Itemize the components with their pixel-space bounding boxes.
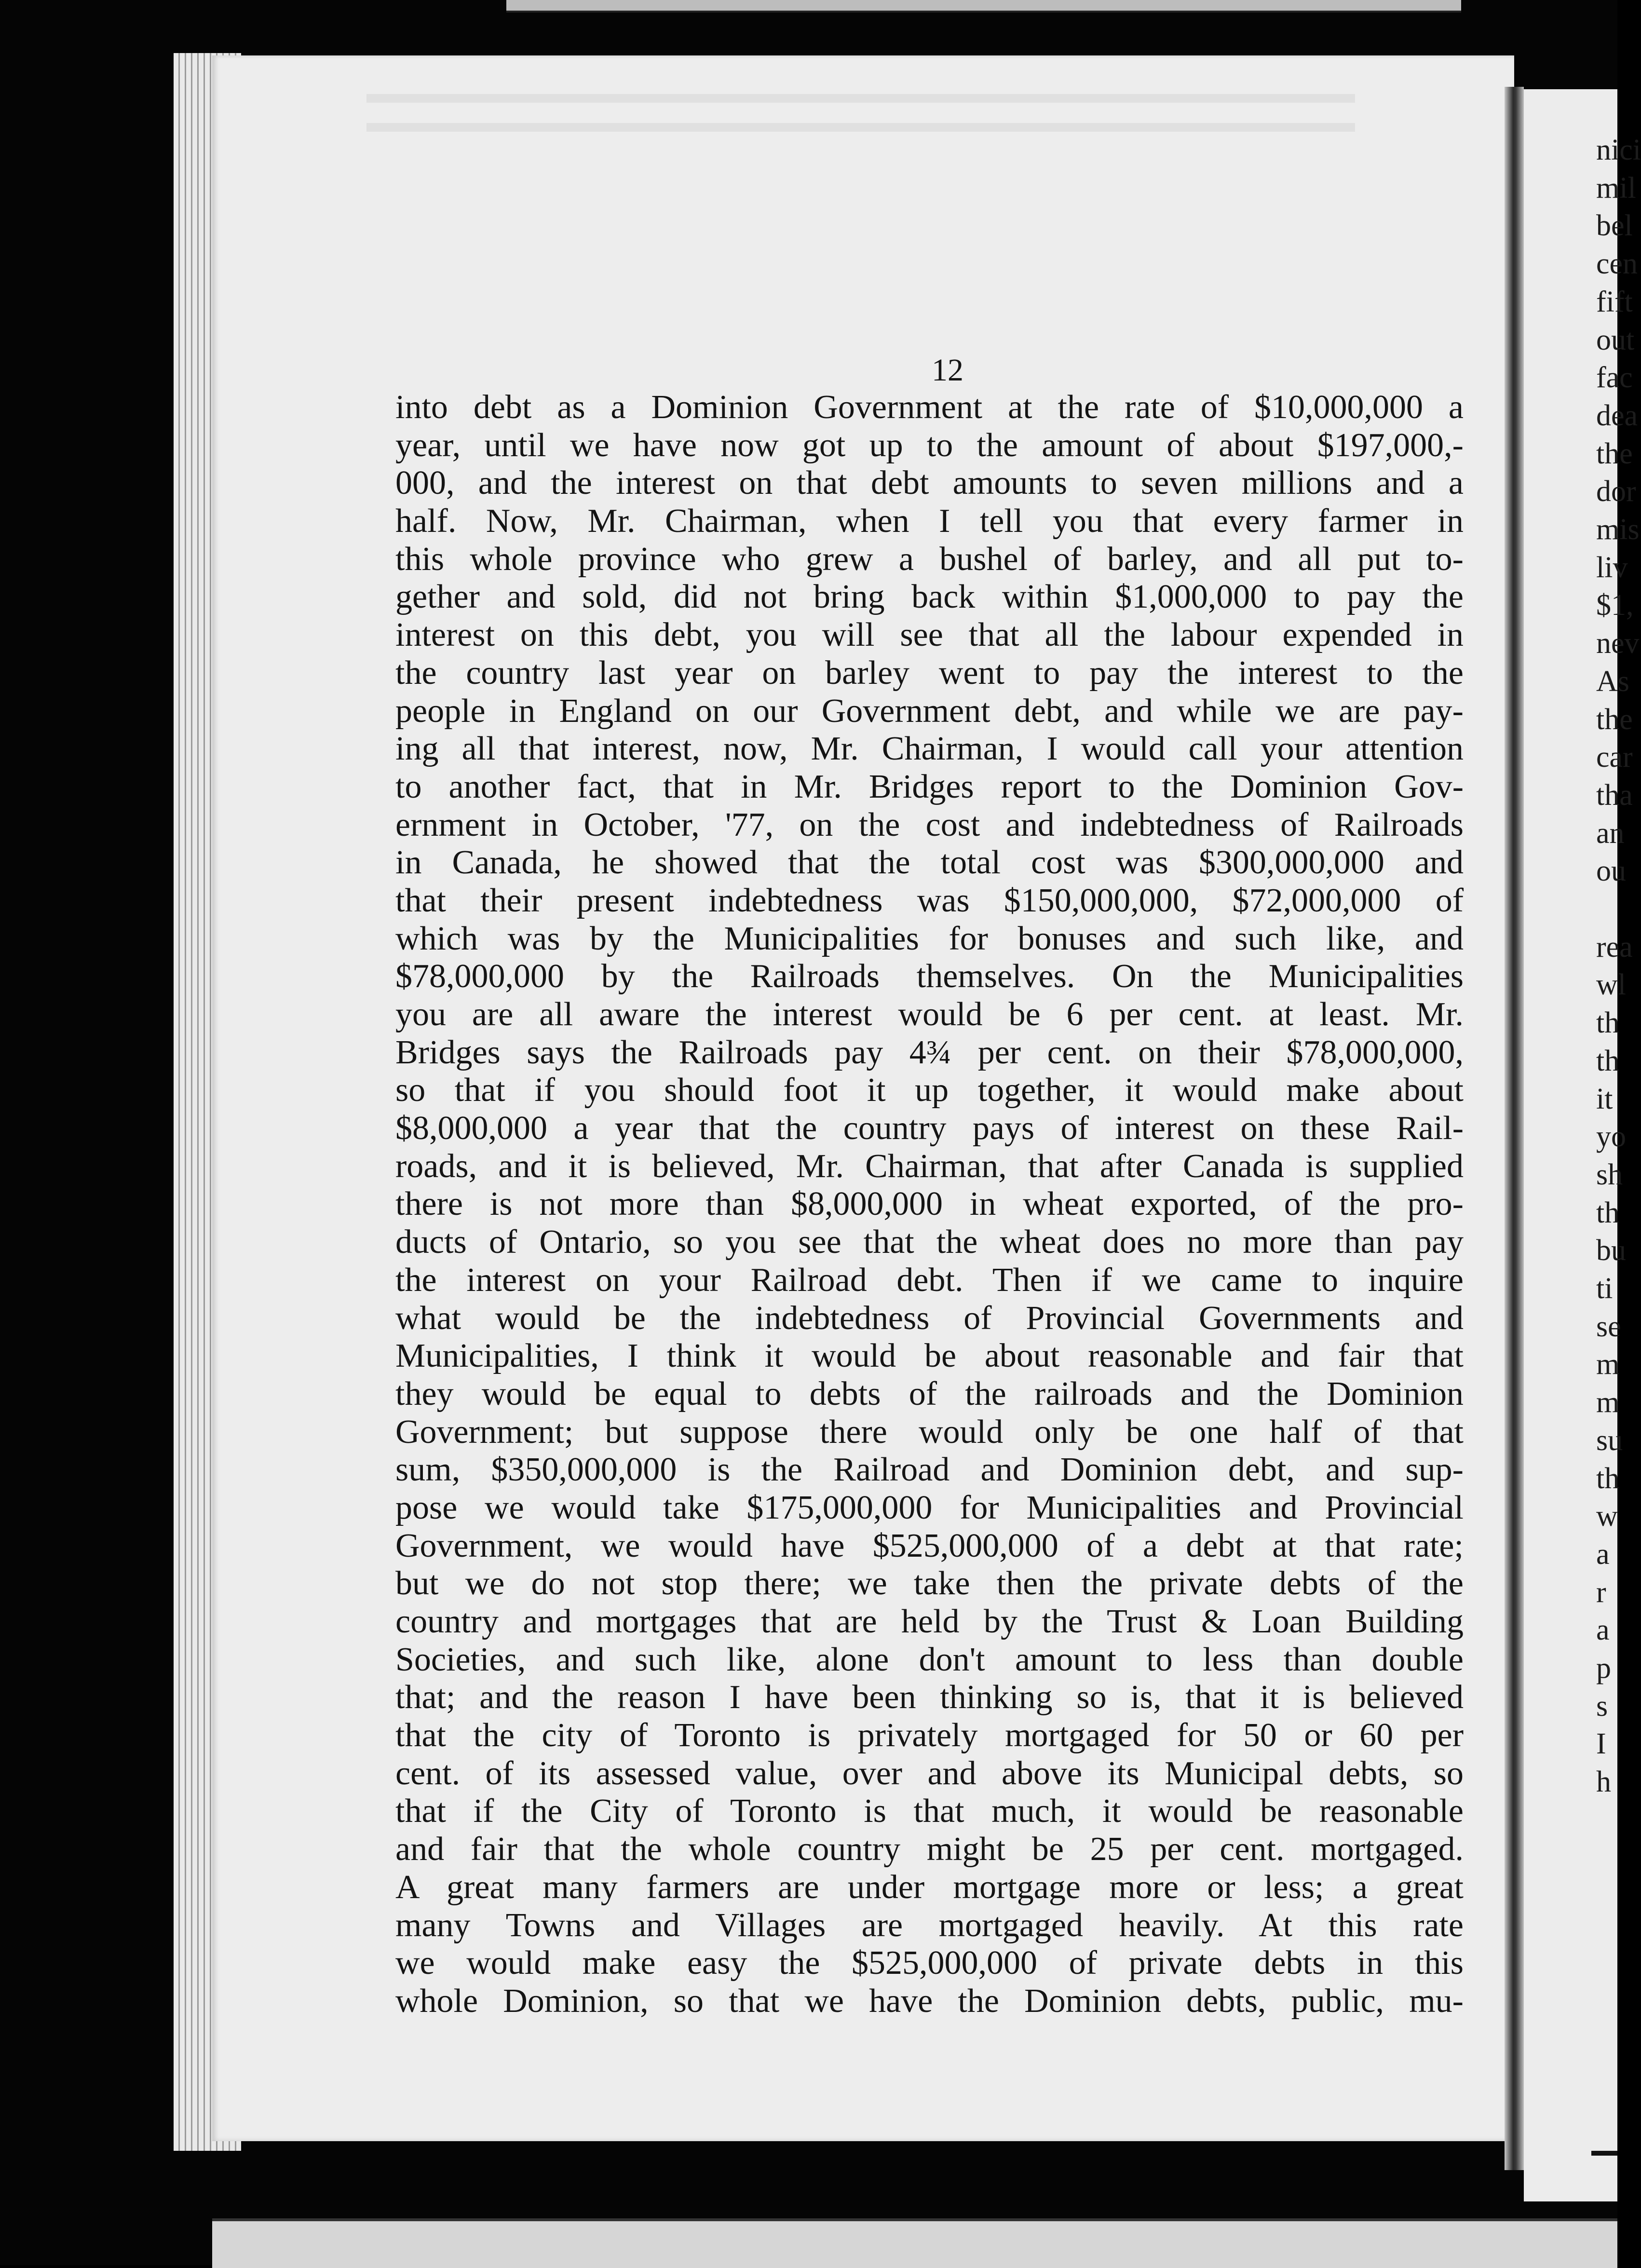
bleed-through-line xyxy=(366,123,1355,132)
text-line: country and mortgages that are held by the Trust & Loan Building xyxy=(395,1603,1464,1640)
text-line: there is not more than $8,000,000 in wheat exported, of the pro- xyxy=(395,1185,1464,1223)
text-line: roads, and it is believed, Mr. Chairman, that after Canada is supplied xyxy=(395,1147,1464,1185)
text-line: this whole province who grew a bushel of barley, and all put to- xyxy=(395,540,1464,578)
facing-page-fragment: As xyxy=(1596,665,1629,698)
facing-page-fragment: a xyxy=(1596,1537,1610,1571)
text-line: A great many farmers are under mortgage more or less; a great xyxy=(395,1868,1464,1906)
facing-page-fragment: h xyxy=(1596,1766,1611,1799)
text-line: that if the City of Toronto is that much, it would be reasonable xyxy=(395,1793,1464,1830)
facing-page-fragment: s xyxy=(1596,1689,1608,1723)
text-line: pose we would take $175,000,000 for Municipalities and Provincial xyxy=(395,1489,1464,1526)
facing-page-fragment: an xyxy=(1596,816,1625,850)
facing-page-fragment: p xyxy=(1596,1652,1611,1684)
facing-page-fragment: the xyxy=(1596,437,1633,470)
facing-page-fragment: the xyxy=(1596,703,1633,736)
facing-page-fragment: w xyxy=(1596,1500,1618,1533)
text-line: you are all aware the interest would be 6 per cent. at least. Mr. xyxy=(395,996,1464,1033)
facing-page-fragment: nici xyxy=(1596,134,1641,166)
text-line: sum, $350,000,000 is the Railroad and Dominion debt, and sup- xyxy=(395,1451,1464,1489)
facing-page-fragment: liv xyxy=(1596,551,1628,584)
facing-page-fragment: tha xyxy=(1596,778,1633,812)
text-line: to another fact, that in Mr. Bridges report to the Dominion Gov- xyxy=(395,768,1464,805)
text-line: people in England on our Government debt, and while we are pay- xyxy=(395,692,1464,730)
facing-page-fragment: th xyxy=(1596,1044,1620,1077)
facing-page-fragment: rea xyxy=(1596,930,1633,964)
facing-page-fragment: I xyxy=(1596,1727,1606,1761)
text-line: the country last year on barley went to pay the interest to the xyxy=(395,654,1464,692)
body-text xyxy=(395,389,1464,2021)
facing-page-fragment: dor xyxy=(1596,475,1636,508)
facing-page-fragment: sh xyxy=(1596,1158,1623,1191)
facing-page-fragment: yo xyxy=(1596,1120,1626,1154)
text-line: we would make easy the $525,000,000 of private debts in this xyxy=(395,1944,1464,1982)
facing-page-fragment: se xyxy=(1596,1310,1621,1343)
facing-page-fragment: th xyxy=(1596,1462,1620,1495)
text-line: the interest on your Railroad debt. Then if we came to inquire xyxy=(395,1261,1464,1299)
text-line: half. Now, Mr. Chairman, when I tell you that every farmer in xyxy=(395,502,1464,540)
text-line: 000, and the interest on that debt amounts to seven millions and a xyxy=(395,464,1464,502)
text-line: $8,000,000 a year that the country pays of interest on these Rail- xyxy=(395,1110,1464,1147)
facing-page-fragment: $1, xyxy=(1596,589,1634,622)
facing-page-fragment: dea xyxy=(1596,399,1638,432)
facing-page-fragment: fift xyxy=(1596,285,1633,318)
facing-page-fragment: fac xyxy=(1596,361,1633,394)
facing-page-fragment: bu xyxy=(1596,1234,1626,1267)
text-line: year, until we have now got up to the amount of about $197,000,- xyxy=(395,426,1464,464)
facing-page-fragment: wl xyxy=(1596,968,1626,1002)
text-line: Government; but suppose there would only be one half of that xyxy=(395,1413,1464,1451)
text-line: interest on this debt, you will see that all the labour expended in xyxy=(395,616,1464,654)
text-line: Municipalities, I think it would be about reasonable and fair that xyxy=(395,1337,1464,1375)
facing-page-fragment: r xyxy=(1596,1575,1606,1609)
facing-page-fragment: th xyxy=(1596,1006,1620,1040)
text-line: into debt as a Dominion Government at the rate of $10,000,000 a xyxy=(395,389,1464,426)
facing-page-fragment: mil xyxy=(1596,171,1636,204)
text-line: gether and sold, did not bring back within $1,000,000 to pay the xyxy=(395,578,1464,616)
text-line: they would be equal to debts of the railroads and the Dominion xyxy=(395,1375,1464,1412)
facing-page-dash xyxy=(1591,2151,1617,2156)
previous-page-edge xyxy=(506,0,1461,13)
text-line: that the city of Toronto is privately mortgaged for 50 or 60 per xyxy=(395,1717,1464,1754)
facing-page-fragment: ti xyxy=(1596,1272,1613,1305)
text-line: and fair that the whole country might be 25 per cent. mortgaged. xyxy=(395,1831,1464,1868)
text-line: ing all that interest, now, Mr. Chairman, I would call your attention xyxy=(395,730,1464,768)
page-gutter xyxy=(1505,87,1524,2170)
facing-page xyxy=(1524,89,1641,2201)
text-line: that; and the reason I have been thinking so is, that it is believed xyxy=(395,1679,1464,1716)
facing-page-fragment: nev xyxy=(1596,627,1640,660)
facing-page-fragment: car xyxy=(1596,741,1633,774)
facing-page-fragment: a xyxy=(1596,1614,1610,1647)
text-line: whole Dominion, so that we have the Dominion debts, public, mu- xyxy=(395,1982,1464,2020)
text-line: Societies, and such like, alone don't amount to less than double xyxy=(395,1641,1464,1678)
text-line: so that if you should foot it up together, it would make about xyxy=(395,1072,1464,1109)
facing-page-fragment: th xyxy=(1596,1196,1620,1229)
text-line: Government, we would have $525,000,000 of a debt at that rate; xyxy=(395,1527,1464,1564)
facing-page-fragment: bel xyxy=(1596,209,1633,243)
page-number: 12 xyxy=(932,353,963,388)
text-line: what would be the indebtedness of Provincial Governments and xyxy=(395,1299,1464,1337)
text-line: but we do not stop there; we take then the private debts of the xyxy=(395,1565,1464,1603)
facing-page-fragment: su xyxy=(1596,1424,1623,1457)
text-line: many Towns and Villages are mortgaged heavily. At this rate xyxy=(395,1906,1464,1944)
text-line: Bridges says the Railroads pay 4¾ per cent. on their $78,000,000, xyxy=(395,1033,1464,1071)
facing-page-fragment: it xyxy=(1596,1082,1613,1115)
text-line: in Canada, he showed that the total cost was $300,000,000 and xyxy=(395,844,1464,882)
text-line: $78,000,000 by the Railroads themselves. On the Municipalities xyxy=(395,958,1464,995)
facing-page-fragment: mis xyxy=(1596,513,1640,546)
bleed-through-line xyxy=(366,94,1355,103)
text-line: that their present indebtedness was $150,000,000, $72,000,000 of xyxy=(395,882,1464,919)
facing-page-fragment: out xyxy=(1596,323,1635,356)
text-line: ducts of Ontario, so you see that the wheat does no more than pay xyxy=(395,1223,1464,1261)
next-page-edge xyxy=(212,2218,1617,2268)
facing-page-fragment: m xyxy=(1596,1348,1620,1381)
facing-page-fragment: ou xyxy=(1596,855,1626,888)
text-line: cent. of its assessed value, over and above its Municipal debts, so xyxy=(395,1754,1464,1792)
facing-page-fragment: cen xyxy=(1596,247,1638,281)
text-line: which was by the Municipalities for bonuses and such like, and xyxy=(395,920,1464,957)
text-line: ernment in October, '77, on the cost and indebtedness of Railroads xyxy=(395,806,1464,843)
facing-page-fragment: m xyxy=(1596,1386,1620,1419)
